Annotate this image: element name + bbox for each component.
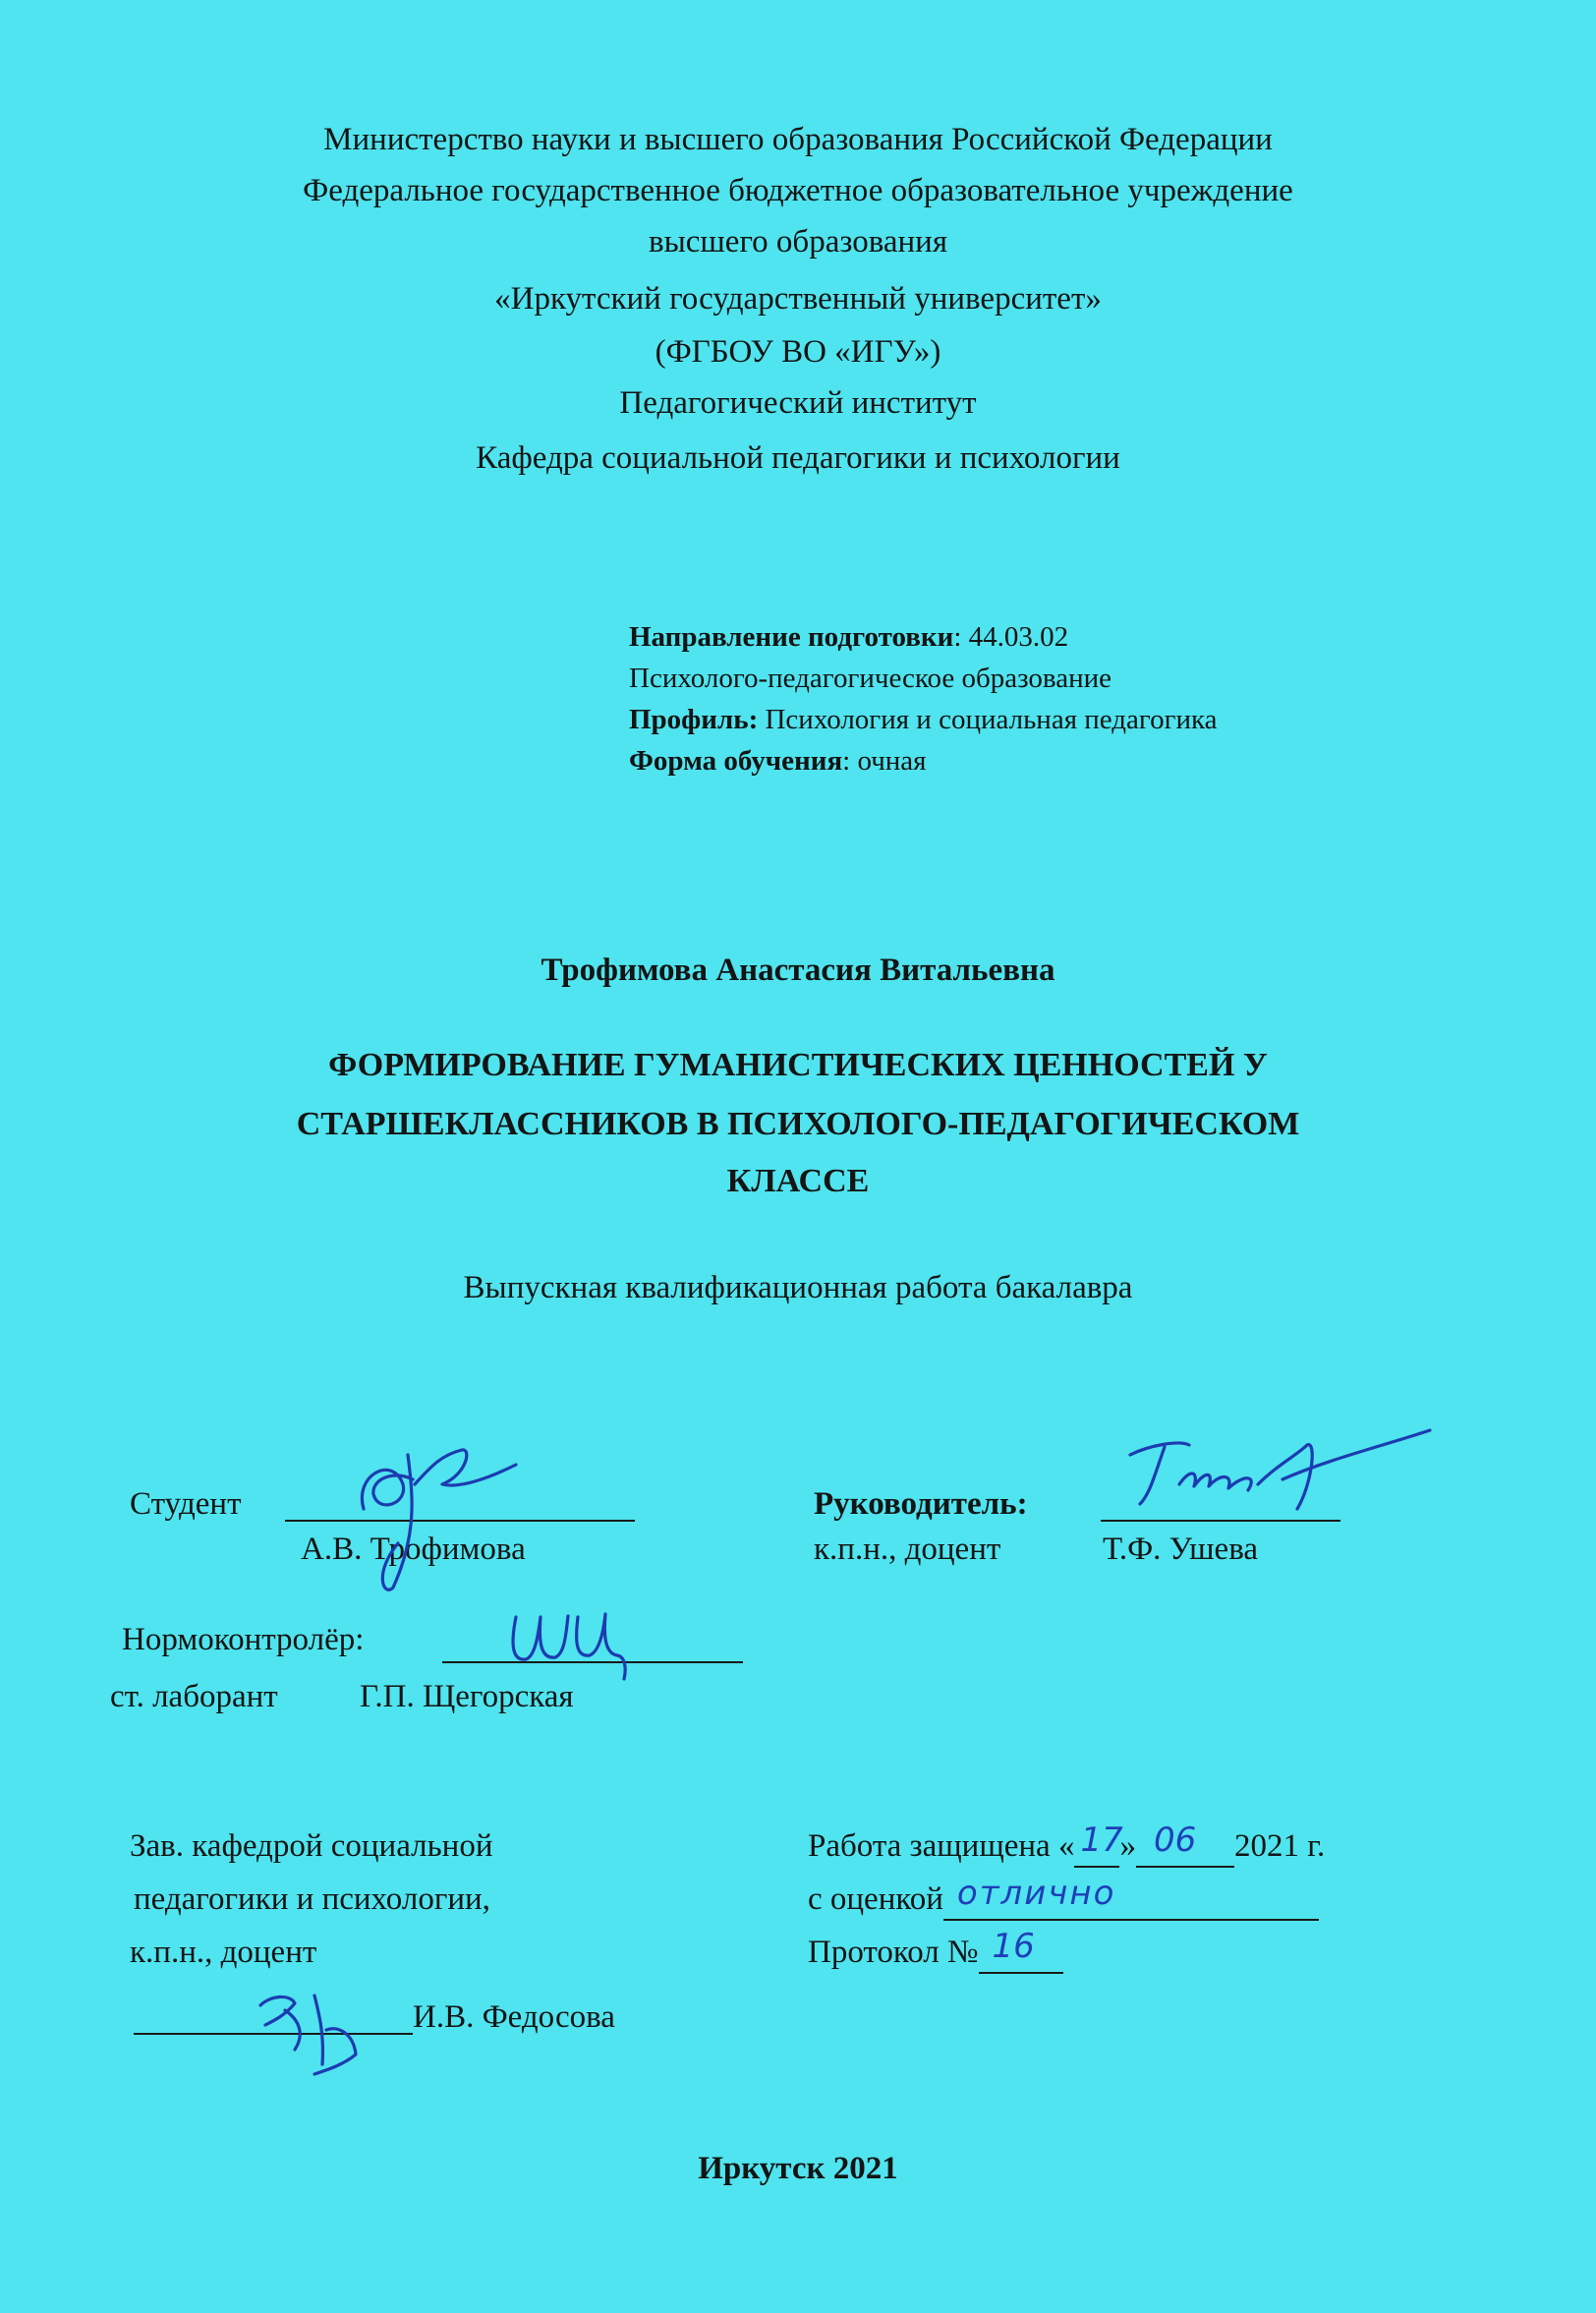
normcontrol-position: ст. лаборант [110, 1679, 278, 1714]
head-line-2: педагогики и психологии, [134, 1881, 490, 1917]
supervisor-degree: к.п.н., доцент [814, 1532, 1001, 1567]
student-name: А.В. Трофимова [301, 1532, 526, 1567]
grade-line [808, 1874, 1319, 1921]
defense-month: 06 [1153, 1821, 1197, 1860]
grade-label: с оценкой [808, 1881, 943, 1917]
head-line-3: к.п.н., доцент [130, 1935, 317, 1970]
ministry-line: Министерство науки и высшего образования Российской Федерации [323, 122, 1273, 157]
study-form-line [629, 743, 927, 779]
direction-line [629, 619, 1068, 655]
institute-line: Педагогический институт [619, 385, 977, 421]
direction-code: : 44.03.02 [953, 621, 1069, 653]
institution-type-line: Федеральное государственное бюджетное образовательное учреждение [303, 173, 1293, 208]
city-year: Иркутск 2021 [698, 2151, 898, 2186]
grade-value: отлично [956, 1874, 1116, 1913]
defense-day-field [1074, 1821, 1123, 1868]
author-name: Трофимова Анастасия Витальевна [541, 953, 1055, 988]
grade-field [943, 1874, 1319, 1921]
head-name: И.В. Федосова [413, 1999, 615, 2035]
study-form-value: : очная [842, 745, 927, 777]
protocol-label: Протокол № [808, 1935, 979, 1970]
university-line: «Иркутский государственный университет» [494, 281, 1102, 317]
defense-prefix: Работа защищена « [808, 1828, 1075, 1864]
normcontrol-name: Г.П. Щегорская [360, 1679, 574, 1714]
profile-label: Профиль: [629, 704, 759, 735]
normcontrol-label: Нормоконтролёр: [122, 1622, 365, 1657]
student-signature [324, 1416, 521, 1592]
student-label: Студент [130, 1486, 242, 1522]
direction-name: Психолого-педагогическое образование [629, 663, 1112, 694]
profile-line [629, 702, 1218, 737]
thesis-title-line-1: ФОРМИРОВАНИЕ ГУМАНИСТИЧЕСКИХ ЦЕННОСТЕЙ У [328, 1047, 1268, 1083]
profile-value: Психология и социальная педагогика [758, 704, 1218, 735]
abbreviation-line: (ФГБОУ ВО «ИГУ») [655, 334, 941, 370]
head-line-1: Зав. кафедрой социальной [130, 1828, 493, 1864]
study-form-label: Форма обучения [629, 745, 843, 777]
defense-month-field [1136, 1821, 1234, 1868]
protocol-number: 16 [992, 1927, 1035, 1966]
defense-day: 17 [1080, 1821, 1123, 1860]
work-type: Выпускная квалификационная работа бакалавра [463, 1270, 1133, 1305]
supervisor-label: Руководитель: [814, 1486, 1028, 1522]
thesis-title-line-2: СТАРШЕКЛАССНИКОВ В ПСИХОЛОГО-ПЕДАГОГИЧЕСКОМ [296, 1106, 1300, 1142]
defense-mid: » [1119, 1828, 1136, 1864]
protocol-field [979, 1927, 1063, 1974]
defense-year: 2021 г. [1233, 1828, 1326, 1864]
direction-label: Направление подготовки [629, 621, 954, 653]
head-signature [246, 1976, 383, 2084]
department-line: Кафедра социальной педагогики и психологии [476, 440, 1120, 476]
supervisor-name: Т.Ф. Ушева [1103, 1532, 1258, 1567]
normcontrol-signature [501, 1592, 649, 1681]
defense-line [808, 1821, 1326, 1868]
supervisor-signature [1111, 1425, 1435, 1524]
education-level-line: высшего образования [649, 224, 947, 260]
thesis-title-line-3: КЛАССЕ [726, 1163, 870, 1199]
protocol-line [808, 1927, 1063, 1974]
